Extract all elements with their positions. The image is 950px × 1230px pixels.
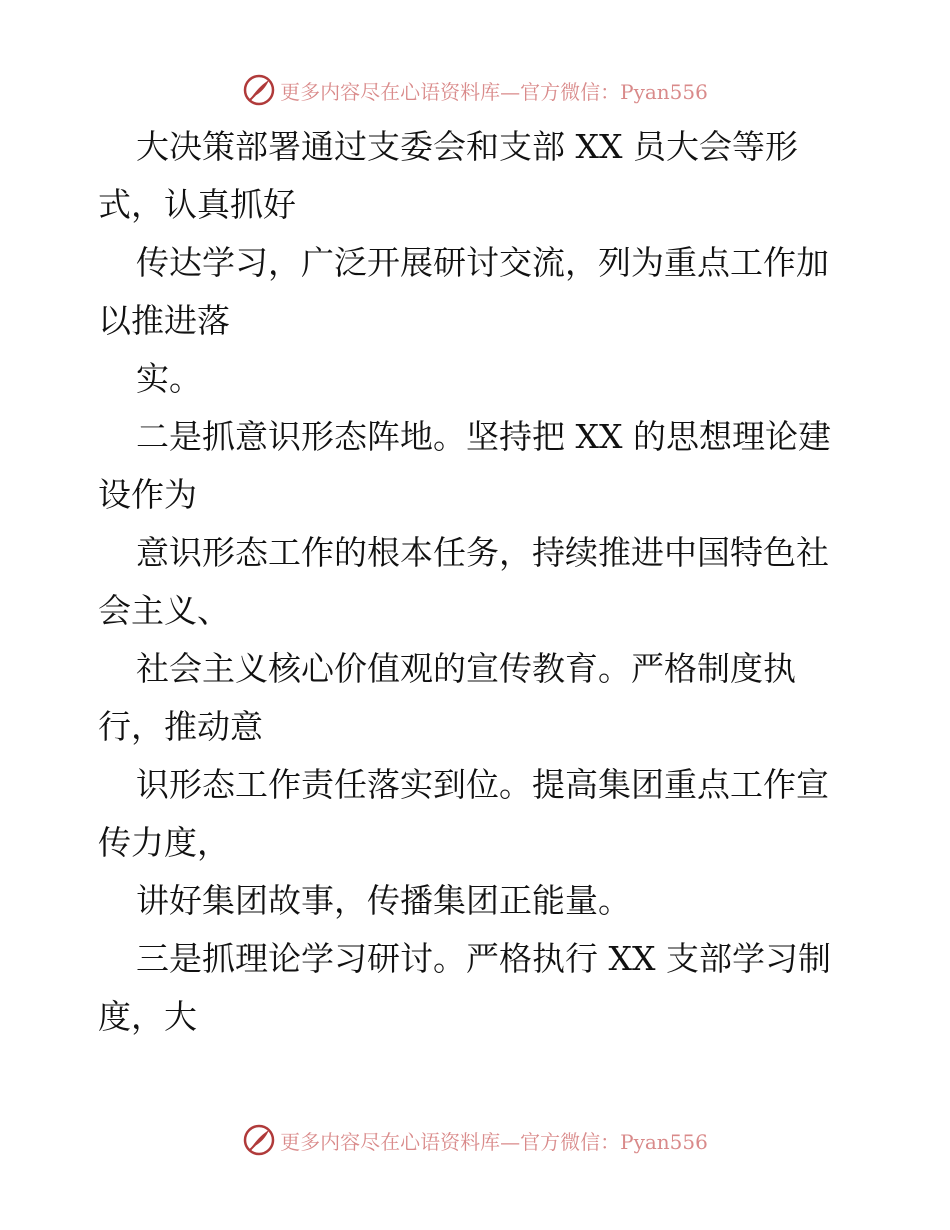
- body-line: 式，认真抓好: [98, 185, 296, 224]
- footer-watermark-text: 更多内容尽在心语资料库—官方微信：Pyan556: [280, 1129, 708, 1154]
- body-line: 设作为: [98, 475, 197, 514]
- body-line: 意识形态工作的根本任务，持续推进中国特色社: [136, 533, 829, 572]
- body-line: 会主义、: [98, 591, 230, 630]
- body-line: 大决策部署通过支委会和支部 XX 员大会等形: [136, 127, 798, 166]
- body-line: 实。: [136, 359, 202, 398]
- body-line: 二是抓意识形态阵地。坚持把 XX 的思想理论建: [136, 417, 831, 456]
- feather-pen-logo-icon: [242, 73, 276, 107]
- body-line: 讲好集团故事，传播集团正能量。: [136, 881, 631, 920]
- body-line: 传力度，: [98, 823, 230, 862]
- body-line: 三是抓理论学习研讨。严格执行 XX 支部学习制: [136, 939, 831, 978]
- body-line: 社会主义核心价值观的宣传教育。严格制度执: [136, 649, 796, 688]
- body-text: [98, 118, 868, 1046]
- body-line: 行，推动意: [98, 707, 263, 746]
- body-line: 度，大: [98, 997, 197, 1036]
- feather-pen-logo-icon: [242, 1123, 276, 1157]
- header-watermark-text: 更多内容尽在心语资料库—官方微信：Pyan556: [280, 79, 708, 104]
- body-line: 识形态工作责任落实到位。提高集团重点工作宣: [136, 765, 829, 804]
- header-watermark: [0, 70, 950, 110]
- body-line: 以推进落: [98, 301, 230, 340]
- footer-watermark: [0, 1120, 950, 1160]
- body-line: 传达学习，广泛开展研讨交流，列为重点工作加: [136, 243, 829, 282]
